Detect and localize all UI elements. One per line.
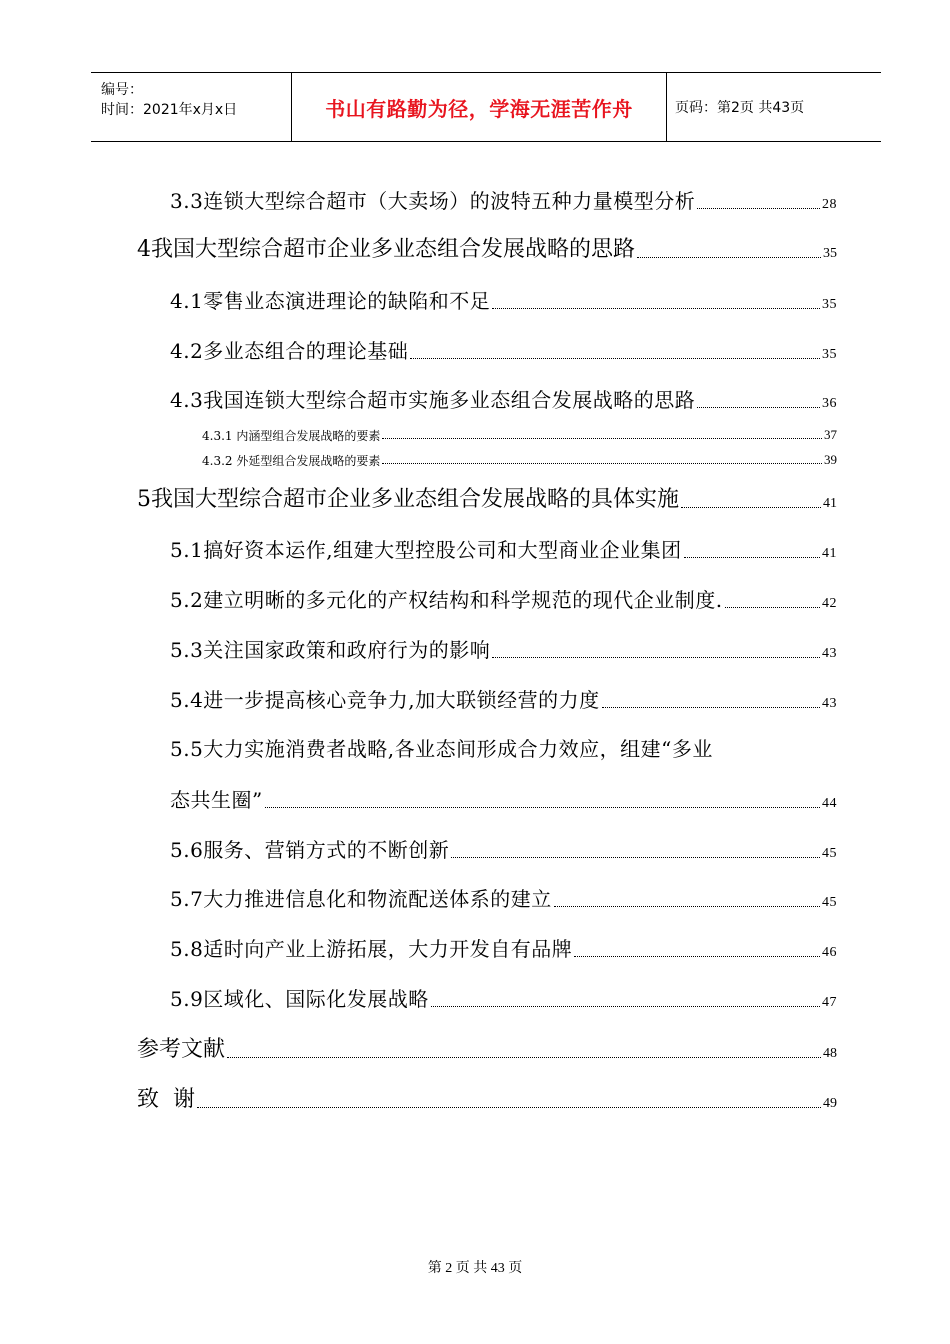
toc-entry-page: 44 <box>822 796 837 811</box>
toc-leader-dots <box>227 1057 821 1058</box>
toc-entry[interactable] <box>170 932 837 962</box>
toc-entry[interactable] <box>137 1083 837 1113</box>
toc-entry-title: 3.3连锁大型综合超市（大卖场）的波特五种力量模型分析 <box>170 189 696 213</box>
toc-entry-title: 4.3我国连锁大型综合超市实施多业态组合发展战略的思路 <box>170 388 696 412</box>
toc-entry-page: 46 <box>822 945 837 960</box>
toc-leader-dots <box>684 557 820 558</box>
toc-entry-page: 39 <box>824 452 837 467</box>
toc-entry-title: 5.4进一步提高核心竞争力,加大联锁经营的力度 <box>170 688 600 712</box>
toc-entry[interactable] <box>170 284 837 314</box>
toc-entry[interactable] <box>170 683 837 713</box>
toc-leader-dots <box>697 208 820 209</box>
header-page-info: 页码：第2页 共43页 <box>675 100 805 116</box>
toc-entry-title: 4.2多业态组合的理论基础 <box>170 339 409 363</box>
toc-entry-page: 37 <box>824 427 837 442</box>
toc-entry-title: 5.6服务、营销方式的不断创新 <box>170 838 450 862</box>
toc-leader-dots <box>431 1006 820 1007</box>
toc-entry-title: 5.7大力推进信息化和物流配送体系的建立 <box>170 887 552 911</box>
toc-leader-dots <box>492 308 820 309</box>
toc-entry-page: 43 <box>822 646 837 661</box>
toc-entry-page: 41 <box>822 546 837 561</box>
toc-entry-page: 45 <box>822 846 837 861</box>
toc-entry-page: 36 <box>822 396 837 411</box>
toc-entry-page: 35 <box>822 347 837 362</box>
toc-entry-page: 48 <box>823 1046 837 1061</box>
header-time-label: 时间：2021年x月x日 <box>101 102 238 118</box>
toc-entry-title-line1[interactable]: 5.5大力实施消费者战略,各业态间形成合力效应，组建“多业 <box>170 737 713 761</box>
toc-leader-dots <box>492 657 820 658</box>
toc-entry[interactable] <box>202 451 837 469</box>
toc-entry[interactable] <box>137 483 837 513</box>
toc-entry-page: 35 <box>822 297 837 312</box>
toc-leader-dots <box>382 438 822 439</box>
toc-leader-dots <box>451 857 820 858</box>
toc-entry-title: 4我国大型综合超市企业多业态组合发展战略的思路 <box>137 237 635 262</box>
toc-leader-dots <box>602 707 820 708</box>
toc-entry-title: 5我国大型综合超市企业多业态组合发展战略的具体实施 <box>137 487 679 512</box>
toc-entry[interactable] <box>170 833 837 863</box>
toc-entry-title: 5.3关注国家政策和政府行为的影响 <box>170 638 491 662</box>
toc-entry[interactable] <box>137 233 837 263</box>
toc-entry-title: 参考文献 <box>137 1037 226 1062</box>
toc-entry[interactable] <box>202 426 837 444</box>
toc-entry-page: 28 <box>822 197 837 212</box>
toc-entry-page: 41 <box>823 496 837 511</box>
toc-entry-title: 致 谢 <box>137 1087 195 1112</box>
toc-entry[interactable] <box>170 184 837 214</box>
toc-entry[interactable] <box>137 1033 837 1063</box>
toc-entry-title: 态共生圈” <box>170 788 263 812</box>
toc-entry[interactable] <box>170 383 837 413</box>
toc-leader-dots <box>382 463 822 464</box>
toc-entry[interactable] <box>170 982 837 1012</box>
toc-entry-page: 45 <box>822 895 837 910</box>
toc-entry-title: 5.8适时向产业上游拓展，大力开发自有品牌 <box>170 937 573 961</box>
header-motto: 书山有路勤为径，学海无涯苦作舟 <box>325 96 633 121</box>
toc-entry[interactable] <box>170 583 837 613</box>
toc-leader-dots <box>554 906 820 907</box>
toc-entry-page: 35 <box>823 246 837 261</box>
header-number-label: 编号： <box>101 82 143 98</box>
toc-leader-dots <box>197 1107 821 1108</box>
page-footer: 第 2 页 共 43 页 <box>427 1261 523 1276</box>
toc-entry-title: 5.9区域化、国际化发展战略 <box>170 987 429 1011</box>
toc-entry-title: 4.3.1 内涵型组合发展战略的要素 <box>202 429 381 443</box>
toc-entry-page: 47 <box>822 995 837 1010</box>
toc-entry-page: 43 <box>822 696 837 711</box>
toc-leader-dots <box>637 257 821 258</box>
toc-leader-dots <box>574 956 820 957</box>
toc-entry[interactable] <box>170 633 837 663</box>
toc-entry[interactable] <box>170 334 837 364</box>
toc-leader-dots <box>697 407 820 408</box>
toc-entry-title: 5.1搞好资本运作,组建大型控股公司和大型商业企业集团 <box>170 538 682 562</box>
toc-entry-title: 5.2建立明晰的多元化的产权结构和科学规范的现代企业制度. <box>170 588 723 612</box>
toc-entry[interactable] <box>170 783 837 813</box>
toc-entry[interactable] <box>170 882 837 912</box>
toc-leader-dots <box>265 807 820 808</box>
toc-leader-dots <box>725 607 820 608</box>
toc-leader-dots <box>681 507 821 508</box>
toc-entry[interactable] <box>170 533 837 563</box>
toc-entry-page: 42 <box>822 596 837 611</box>
toc-entry-page: 49 <box>823 1096 837 1111</box>
toc-leader-dots <box>410 358 820 359</box>
toc-entry-title: 4.1零售业态演进理论的缺陷和不足 <box>170 289 491 313</box>
toc-entry-title: 4.3.2 外延型组合发展战略的要素 <box>202 454 381 468</box>
